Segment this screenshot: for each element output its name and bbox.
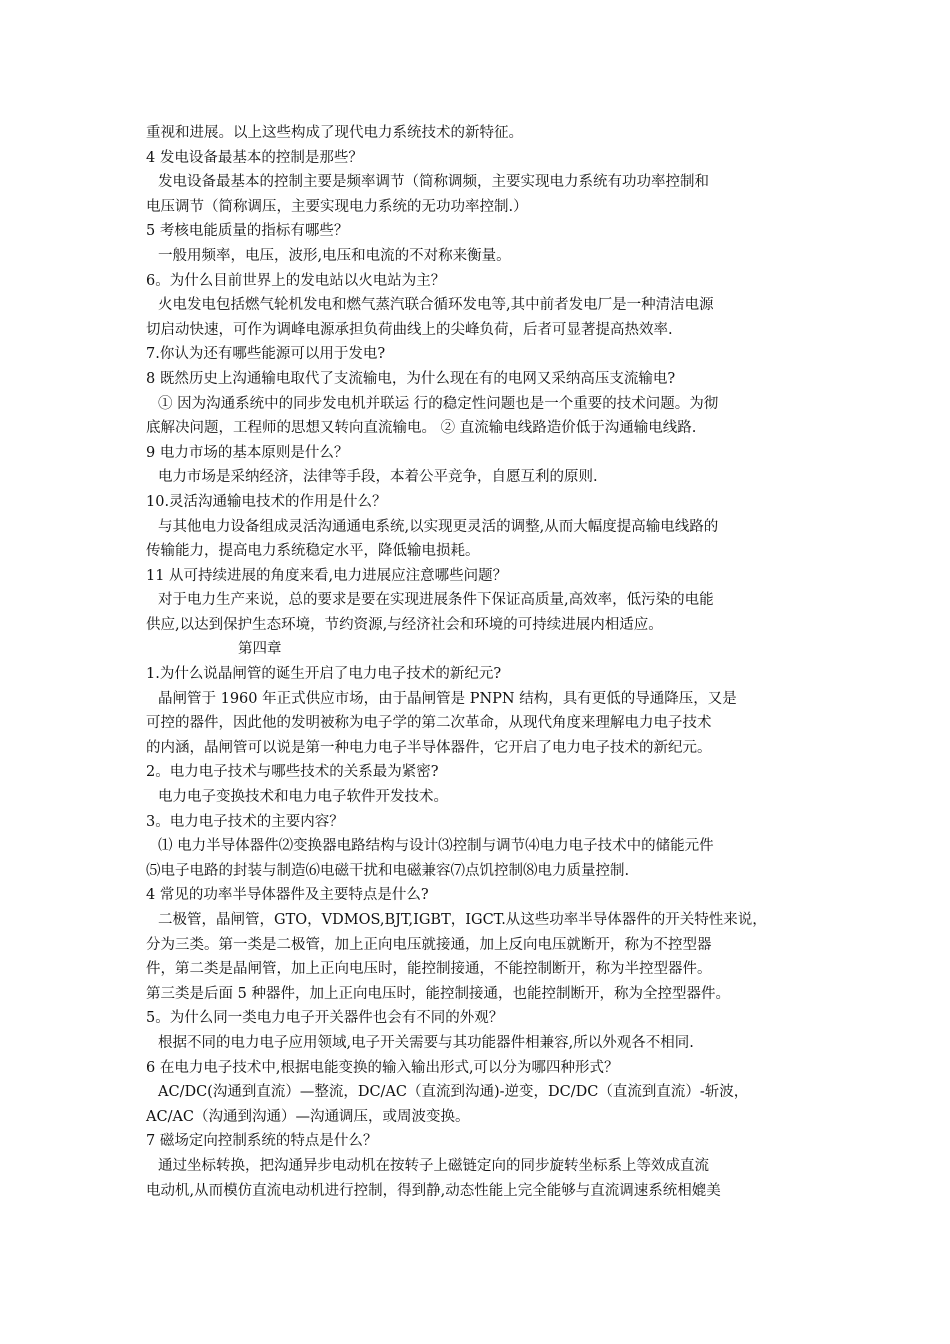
text-line: 电压调节（简称调压，主要实现电力系统的无功功率控制.） bbox=[146, 198, 528, 215]
chapter-heading: 第四章 bbox=[238, 641, 282, 658]
text-line: 的内涵，晶闸管可以说是第一种电力电子半导体器件，它开启了电力电子技术的新纪元。 bbox=[146, 739, 712, 756]
text-line: 8 既然历史上沟通输电取代了支流输电，为什么现在有的电网又采纳高压支流输电? bbox=[146, 370, 676, 387]
text-line: 火电发电包括燃气轮机发电和燃气蒸汽联合循环发电等,其中前者发电厂是一种清洁电源 bbox=[158, 297, 714, 314]
text-line: 重视和进展。以上这些构成了现代电力系统技术的新特征。 bbox=[146, 125, 523, 141]
text-line: 晶闸管于 1960 年正式供应市场，由于晶闸管是 PNPN 结构，具有更低的导通降压，又是 bbox=[158, 690, 737, 707]
text-line: 4 发电设备最基本的控制是那些？ bbox=[146, 149, 363, 166]
text-line: 1.为什么说晶闸管的诞生开启了电力电子技术的新纪元? bbox=[146, 666, 502, 683]
text-line: ① 因为沟通系统中的同步发电机并联运 行的稳定性问题也是一个重要的技术问题。为彻 bbox=[158, 395, 719, 412]
text-line: 5。为什么同一类电力电子开关器件也会有不同的外观？ bbox=[146, 1010, 504, 1027]
text-line: ⑸电子电路的封装与制造⑹电磁干扰和电磁兼容⑺点饥控制⑻电力质量控制. bbox=[146, 862, 630, 879]
text-line: 11 从可持续进展的角度来看,电力进展应注意哪些问题？ bbox=[146, 567, 508, 584]
text-line: 6。为什么目前世界上的发电站以火电站为主？ bbox=[146, 272, 446, 289]
text-line: 电力市场是采纳经济，法律等手段，本着公平竞争，自愿互利的原则. bbox=[158, 469, 598, 486]
text-line: 传输能力，提高电力系统稳定水平，降低输电损耗。 bbox=[146, 543, 480, 560]
text-line: 发电设备最基本的控制主要是频率调节（简称调频，主要实现电力系统有功功率控制和 bbox=[158, 174, 709, 191]
text-line: 件，第二类是晶闸管，加上正向电压时，能控制接通，不能控制断开，称为半控型器件。 bbox=[146, 961, 712, 978]
document-page bbox=[146, 121, 816, 1203]
text-line: AC/DC(沟通到直流）—整流，DC/AC（直流到沟通)-逆变，DC/DC（直流到直流）-斩波， bbox=[158, 1084, 749, 1101]
text-line: 2。电力电子技术与哪些技术的关系最为紧密? bbox=[146, 764, 439, 781]
text-line: 7.你认为还有哪些能源可以用于发电? bbox=[146, 346, 386, 363]
text-line: 6 在电力电子技术中,根据电能变换的输入输出形式,可以分为哪四种形式？ bbox=[146, 1059, 619, 1076]
text-line: 10.灵活沟通输电技术的作用是什么？ bbox=[146, 493, 387, 510]
text-line: 与其他电力设备组成灵活沟通通电系统,以实现更灵活的调整,从而大幅度提高输电线路的 bbox=[158, 518, 719, 535]
text-line: 第三类是后面 5 种器件，加上正向电压时，能控制接通，也能控制断开，称为全控型器件。 bbox=[146, 985, 730, 1002]
text-line: 供应,以达到保护生态环境，节约资源,与经济社会和环境的可持续进展内相适应。 bbox=[146, 616, 663, 633]
text-line: 5 考核电能质量的指标有哪些？ bbox=[146, 223, 349, 240]
text-line: ⑴ 电力半导体器件⑵变换器电路结构与设计⑶控制与调节⑷电力电子技术中的储能元件 bbox=[158, 838, 714, 855]
text-line: 二极管，晶闸管，GTO，VDMOS,BJT,IGBT，IGCT.从这些功率半导体器件的开关特性来说， bbox=[158, 912, 767, 928]
text-line: 根据不同的电力电子应用领域,电子开关需要与其功能器件相兼容,所以外观各不相同. bbox=[158, 1034, 694, 1051]
text-line: 对于电力生产来说，总的要求是要在实现进展条件下保证高质量,高效率，低污染的电能 bbox=[158, 592, 714, 609]
text-line: 底解决问题，工程师的思想又转向直流输电。 ② 直流输电线路造价低于沟通输电线路. bbox=[146, 420, 697, 437]
text-line: 9 电力市场的基本原则是什么？ bbox=[146, 444, 349, 461]
text-line: 分为三类。第一类是二极管，加上正向电压就接通，加上反向电压就断开，称为不控型器 bbox=[146, 936, 712, 953]
text-line: 4 常见的功率半导体器件及主要特点是什么? bbox=[146, 887, 429, 904]
text-line: 可控的器件，因此他的发明被称为电子学的第二次革命，从现代角度来理解电力电子技术 bbox=[146, 715, 712, 732]
text-line: 7 磁场定向控制系统的特点是什么？ bbox=[146, 1133, 378, 1150]
text-line: 电动机,从而模仿直流电动机进行控制，得到静,动态性能上完全能够与直流调速系统相媲美 bbox=[146, 1182, 721, 1199]
text-line: 通过坐标转换，把沟通异步电动机在按转子上磁链定向的同步旋转坐标系上等效成直流 bbox=[158, 1157, 709, 1174]
text-line: 一般用频率，电压，波形,电压和电流的不对称来衡量。 bbox=[158, 247, 511, 264]
text-line: 切启动快速，可作为调峰电源承担负荷曲线上的尖峰负荷，后者可显著提高热效率. bbox=[146, 321, 673, 338]
text-line: 电力电子变换技术和电力电子软件开发技术。 bbox=[158, 789, 448, 806]
text-line: AC/AC（沟通到沟通）—沟通调压，或周波变换。 bbox=[146, 1108, 470, 1125]
text-line: 3。电力电子技术的主要内容？ bbox=[146, 813, 344, 830]
